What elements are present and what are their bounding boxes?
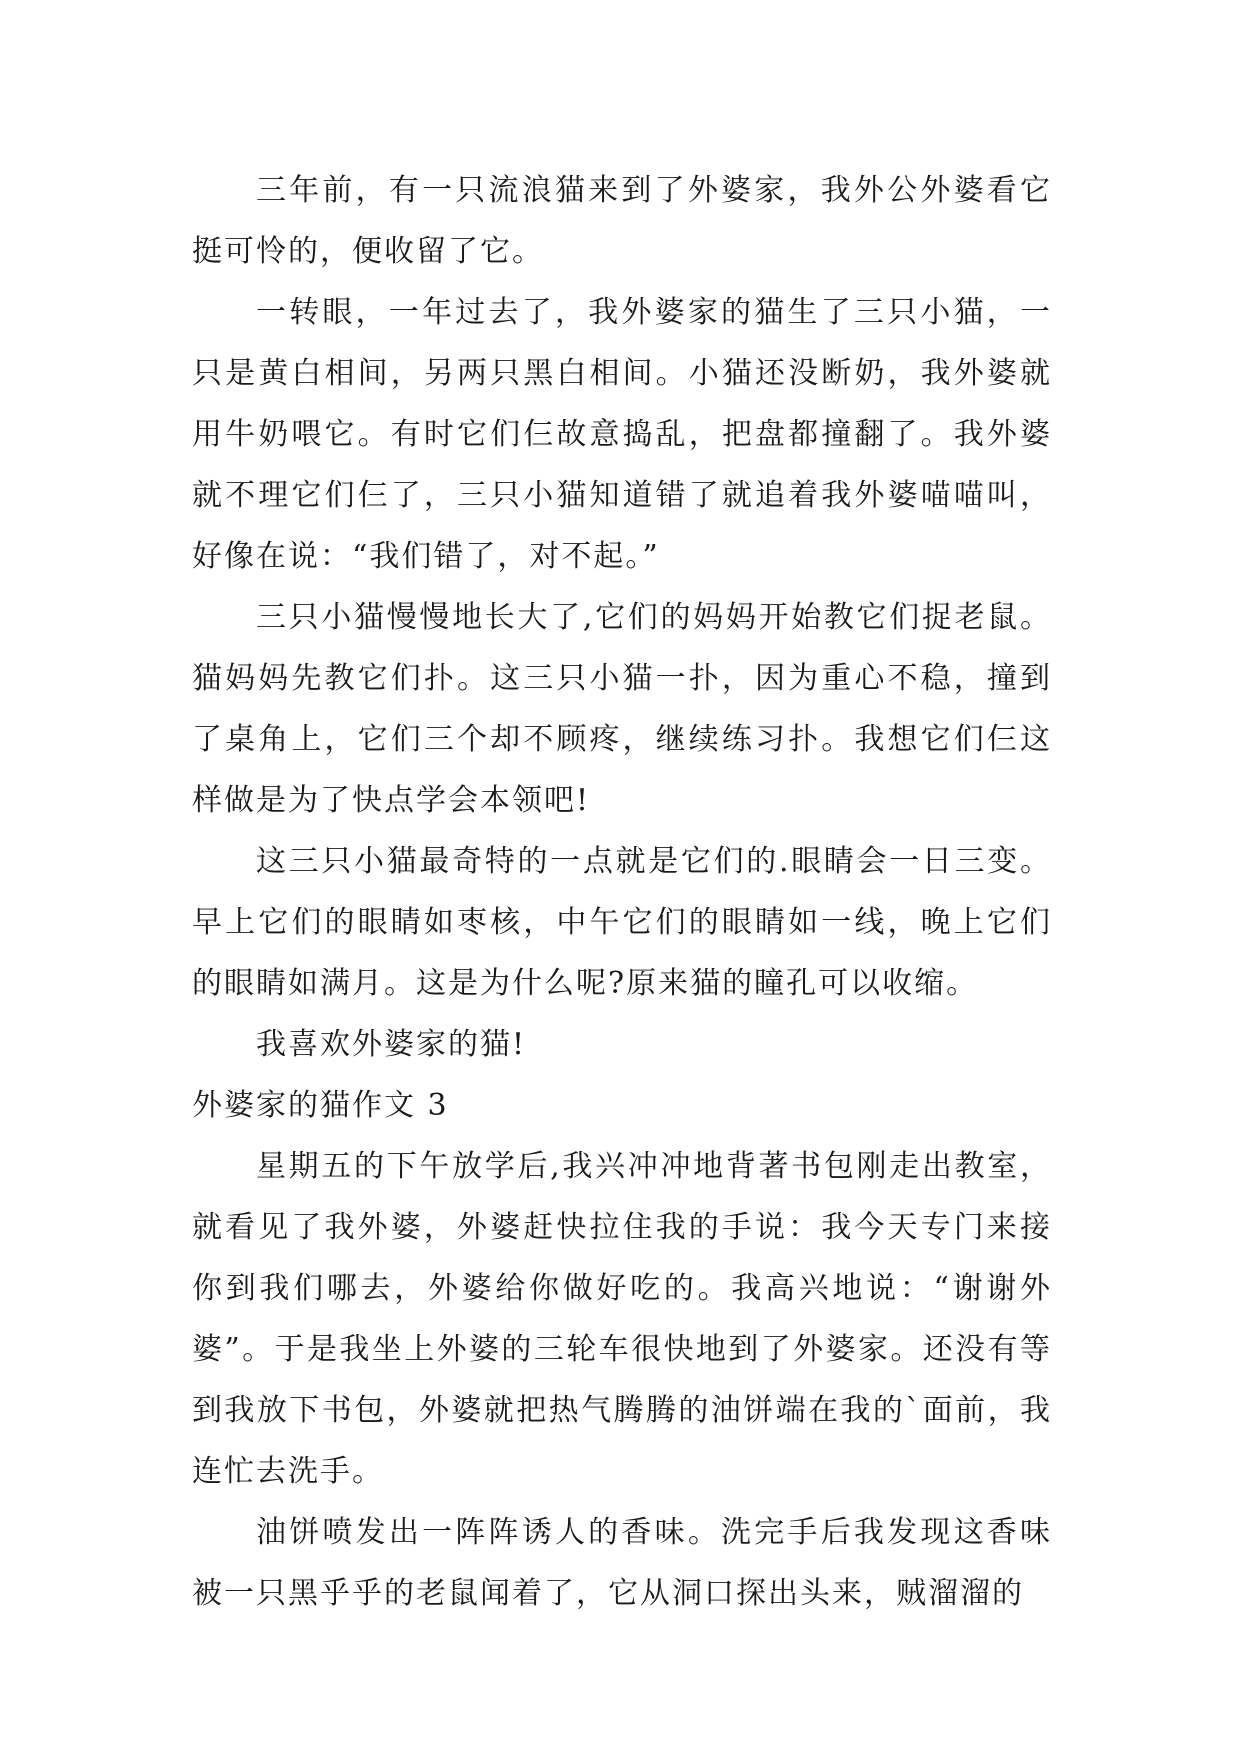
paragraph-learning-to-hunt: 三只小猫慢慢地长大了,它们的妈妈开始教它们捉老鼠。猫妈妈先教它们扑。这三只小猫一扑，因为重心不稳，撞到了桌角上，它们三个却不顾疼，继续练习扑。我想它们仨这样做是为了快点学会本领吧! (192, 600, 1052, 818)
paragraph-friday-afternoon: 星期五的下午放学后,我兴冲冲地背著书包刚走出教室，就看见了我外婆，外婆赶快拉住我的手说：我今天专门来接你到我们哪去，外婆给你做好吃的。我高兴地说：“谢谢外婆”。于是我坐上外婆的三轮车很快地到了外婆家。还没有等到我放下书包，外婆就把热气腾腾的油饼端在我的`面前，我连忙去洗手。 (192, 1149, 1052, 1489)
document-body (192, 160, 1052, 1624)
paragraph-kittens-born: 一转眼，一年过去了，我外婆家的猫生了三只小猫，一只是黄白相间，另两只黑白相间。小猫还没断奶，我外婆就用牛奶喂它。有时它们仨故意捣乱，把盘都撞翻了。我外婆就不理它们仨了，三只小猫知道错了就追着我外婆喵喵叫，好像在说：“我们错了，对不起。” (192, 295, 1052, 574)
section-title: 外婆家的猫作文 3 (192, 1088, 449, 1123)
paragraph-adoption: 三年前，有一只流浪猫来到了外婆家，我外公外婆看它挺可怜的，便收留了它。 (192, 173, 1052, 269)
paragraph-oil-cake-smell: 油饼喷发出一阵阵诱人的香味。洗完手后我发现这香味被一只黑乎乎的老鼠闻着了，它从洞口探出头来，贼溜溜的 (192, 1515, 1052, 1611)
paragraph-cat-eyes: 这三只小猫最奇特的一点就是它们的.眼睛会一日三变。早上它们的眼睛如枣核，中午它们的眼睛如一线，晚上它们的眼睛如满月。这是为什么呢?原来猫的瞳孔可以收缩。 (192, 844, 1052, 1001)
paragraph-conclusion: 我喜欢外婆家的猫! (256, 1027, 527, 1062)
